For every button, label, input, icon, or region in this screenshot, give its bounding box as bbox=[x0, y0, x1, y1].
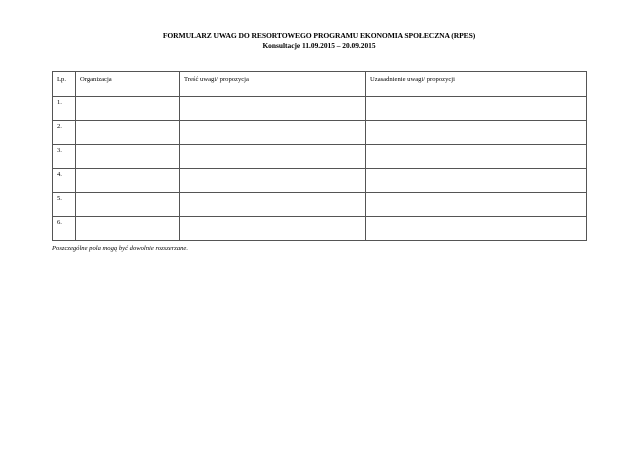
table-header-row bbox=[53, 72, 587, 97]
row-number: 6. bbox=[53, 217, 76, 241]
footnote: Poszczególne pola mogą być dowolnie rozszerzane. bbox=[52, 245, 189, 252]
row-number: 1. bbox=[53, 97, 76, 121]
organization-cell[interactable] bbox=[76, 121, 180, 145]
table-row bbox=[53, 193, 587, 217]
justification-cell[interactable] bbox=[366, 217, 587, 241]
table-row bbox=[53, 217, 587, 241]
content-cell[interactable] bbox=[180, 121, 366, 145]
content-cell[interactable] bbox=[180, 193, 366, 217]
organization-cell[interactable] bbox=[76, 145, 180, 169]
table-row bbox=[53, 145, 587, 169]
organization-cell[interactable] bbox=[76, 193, 180, 217]
table-row bbox=[53, 169, 587, 193]
justification-cell[interactable] bbox=[366, 193, 587, 217]
table-row bbox=[53, 121, 587, 145]
header-lp: Lp. bbox=[53, 72, 76, 97]
header-organization: Organizacja bbox=[76, 72, 180, 97]
row-number: 2. bbox=[53, 121, 76, 145]
organization-cell[interactable] bbox=[76, 169, 180, 193]
content-cell[interactable] bbox=[180, 169, 366, 193]
row-number: 4. bbox=[53, 169, 76, 193]
content-cell[interactable] bbox=[180, 97, 366, 121]
header-content: Treść uwagi/ propozycja bbox=[180, 72, 366, 97]
document-subtitle: Konsultacje 11.09.2015 – 20.09.2015 bbox=[262, 41, 376, 50]
organization-cell[interactable] bbox=[76, 217, 180, 241]
justification-cell[interactable] bbox=[366, 97, 587, 121]
justification-cell[interactable] bbox=[366, 169, 587, 193]
header-justification: Uzasadnienie uwagi/ propozycji bbox=[366, 72, 587, 97]
document-title: FORMULARZ UWAG DO RESORTOWEGO PROGRAMU EKONOMIA SPOŁECZNA (RPES) bbox=[162, 31, 476, 40]
justification-cell[interactable] bbox=[366, 145, 587, 169]
organization-cell[interactable] bbox=[76, 97, 180, 121]
row-number: 3. bbox=[53, 145, 76, 169]
table-row bbox=[53, 97, 587, 121]
comments-form-table bbox=[52, 71, 587, 241]
justification-cell[interactable] bbox=[366, 121, 587, 145]
content-cell[interactable] bbox=[180, 217, 366, 241]
content-cell[interactable] bbox=[180, 145, 366, 169]
row-number: 5. bbox=[53, 193, 76, 217]
